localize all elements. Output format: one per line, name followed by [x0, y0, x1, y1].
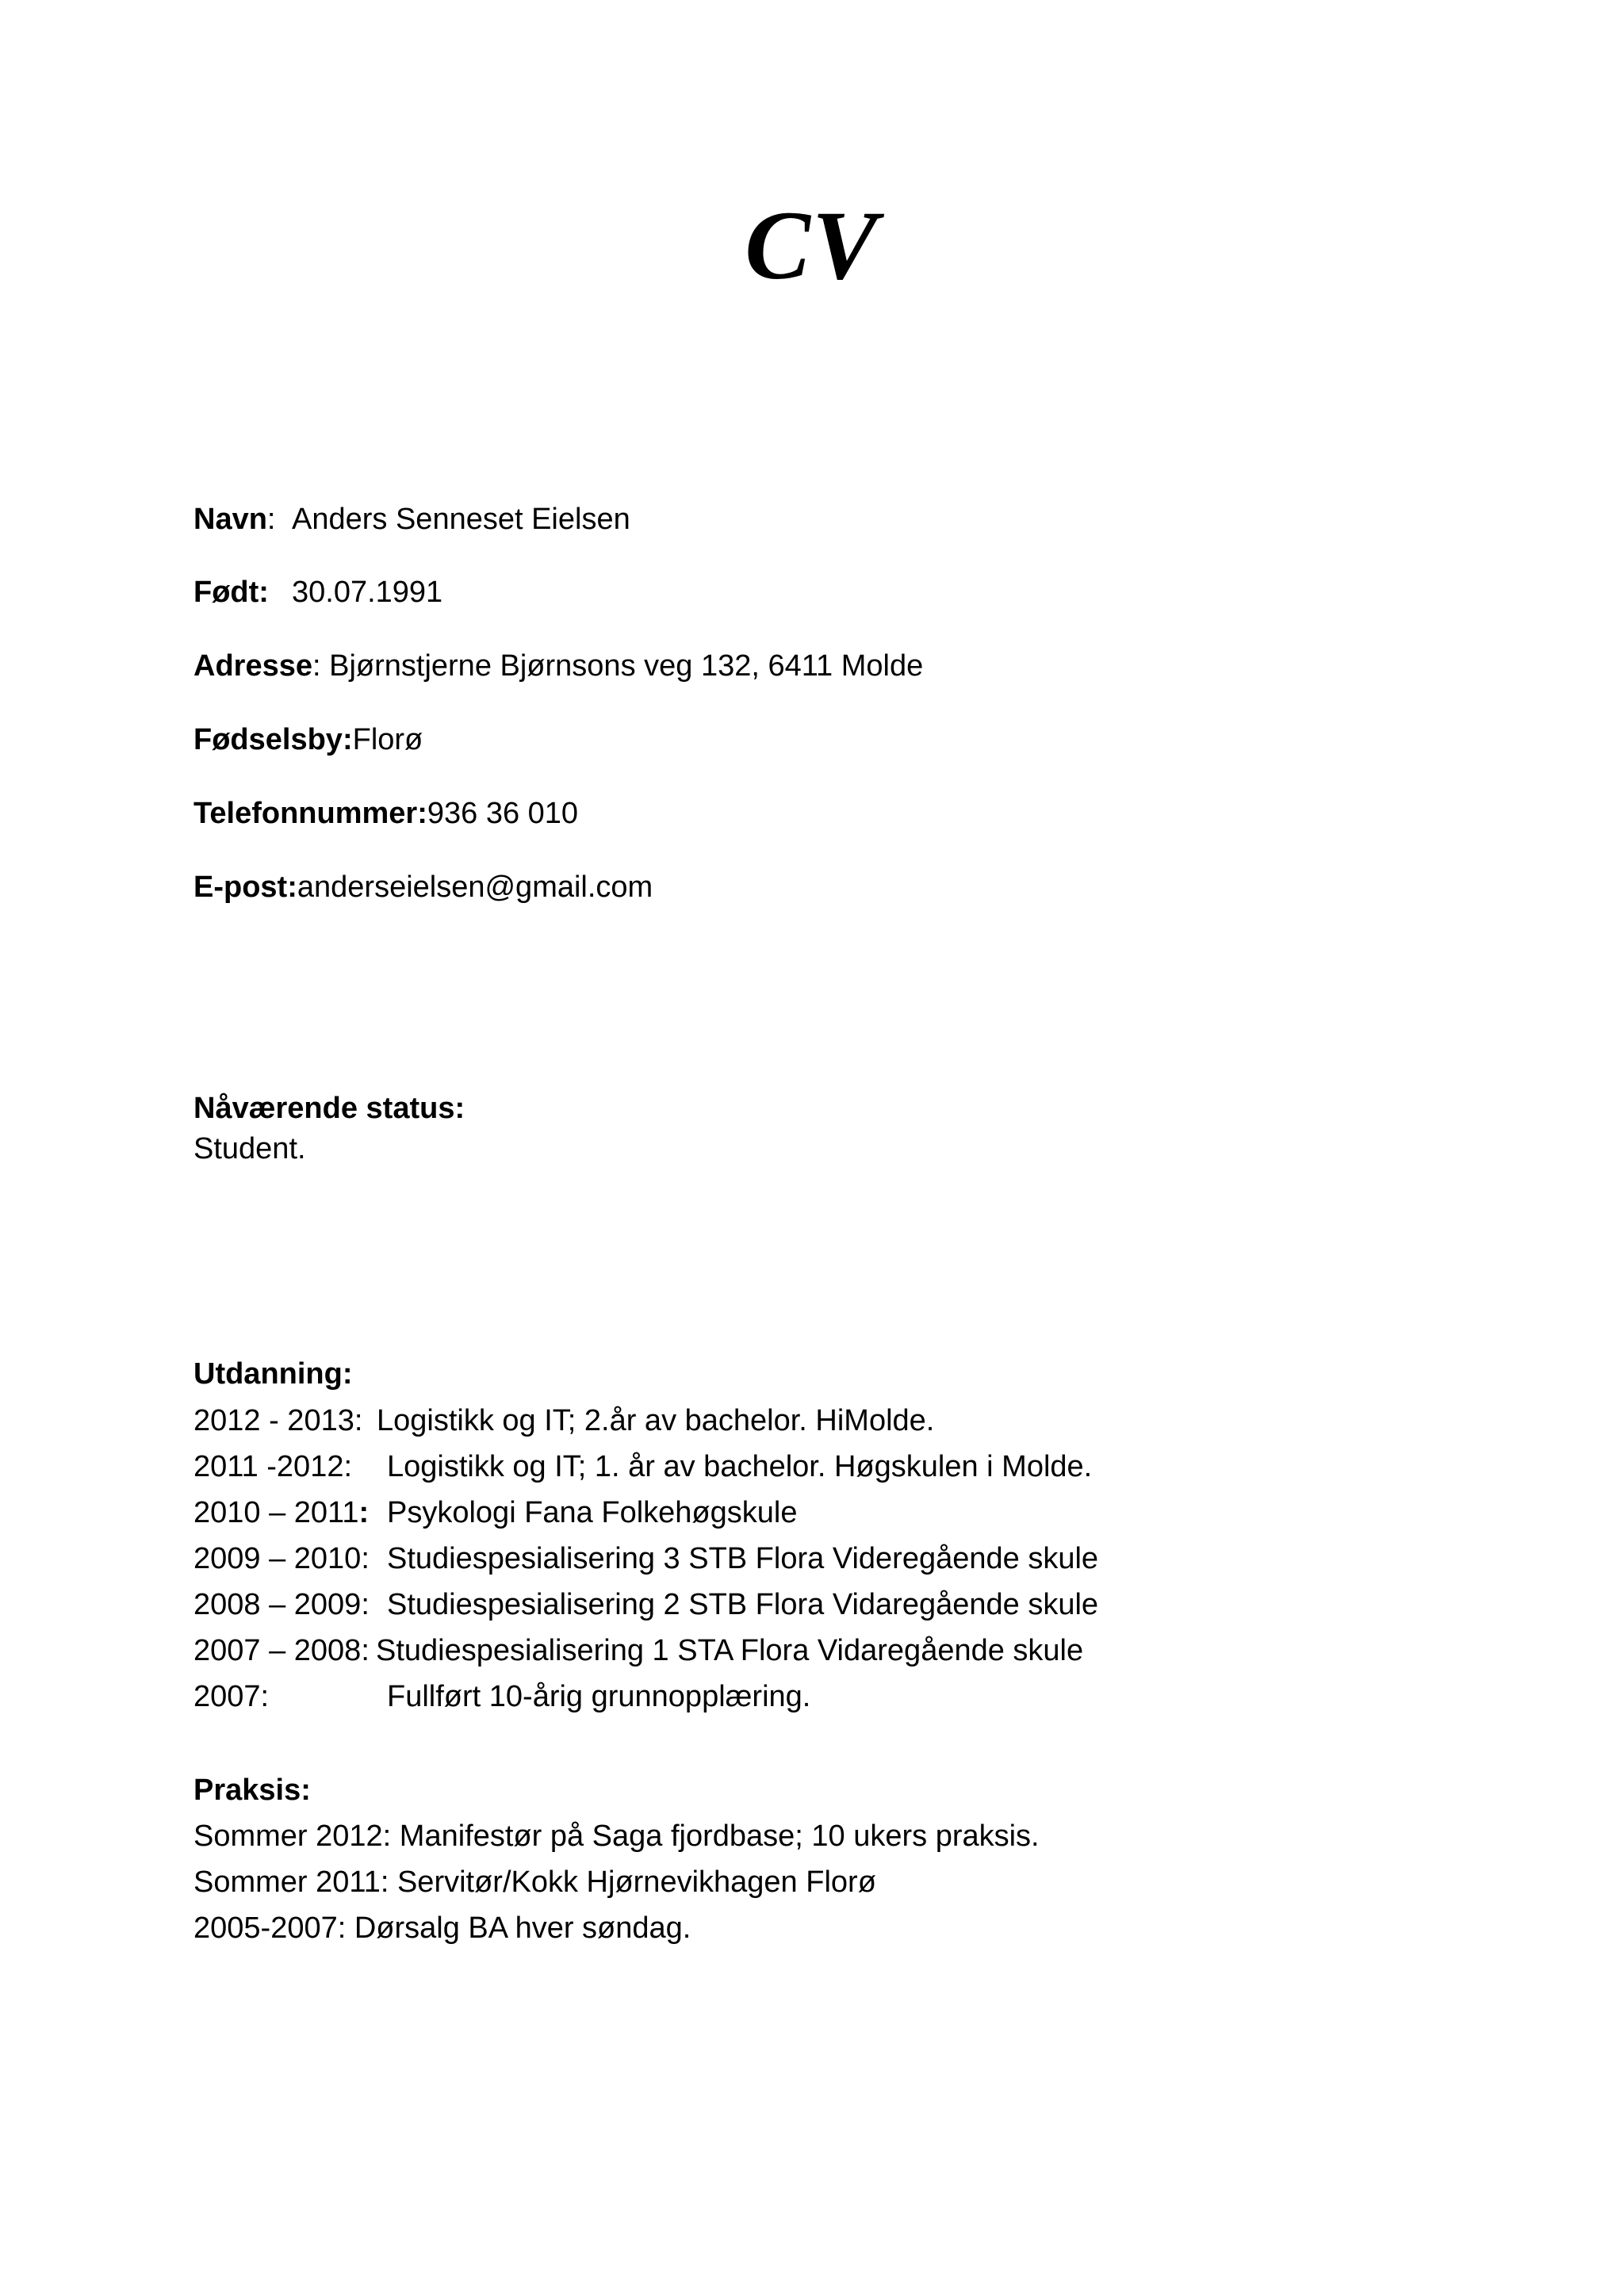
education-period: 2010 – 2011: [193, 1496, 359, 1529]
education-text: Fullført 10-årig grunnopplæring.: [387, 1680, 811, 1713]
education-period-row: [193, 1493, 369, 1533]
education-period: 2011 -2012:: [193, 1450, 353, 1483]
education-text: Logistikk og IT; 2.år av bachelor. HiMolde.: [377, 1404, 935, 1437]
birthplace-label: Fødselsby:: [193, 723, 353, 756]
email-value: anderseielsen@gmail.com: [297, 871, 653, 904]
address-separator: :: [312, 649, 330, 683]
name-row: [193, 499, 275, 539]
education-text: Studiespesialisering 3 STB Flora Videregående skule: [387, 1542, 1099, 1575]
address-label: Adresse: [193, 649, 312, 683]
phone-row: [193, 794, 578, 833]
name-separator: :: [266, 503, 276, 536]
education-text: Logistikk og IT; 1. år av bachelor. Høgskulen i Molde.: [387, 1450, 1093, 1483]
born-label: Født:: [193, 576, 269, 609]
education-period: 2012 - 2013:: [193, 1404, 363, 1437]
email-row: [193, 867, 653, 907]
address-row: [193, 646, 923, 686]
education-period: 2007:: [193, 1680, 270, 1713]
phone-value: 936 36 010: [427, 797, 579, 830]
education-text: Studiespesialisering 1 STA Flora Vidaregående skule: [376, 1634, 1084, 1667]
name-value: Anders Senneset Eielsen: [292, 503, 630, 536]
education-heading: Utdanning:: [193, 1357, 353, 1391]
born-row: [193, 572, 269, 612]
practice-heading: Praksis:: [193, 1774, 311, 1807]
name-label: Navn: [193, 503, 267, 536]
education-text: Psykologi Fana Folkehøgskule: [387, 1496, 798, 1529]
practice-item: Sommer 2012: Manifestør på Saga fjordbase; 10 ukers praksis.: [193, 1820, 1040, 1853]
practice-item: 2005-2007: Dørsalg BA hver søndag.: [193, 1911, 691, 1945]
address-value: Bjørnstjerne Bjørnsons veg 132, 6411 Molde: [329, 649, 924, 683]
birthplace-value: Florø: [352, 723, 423, 756]
birthplace-row: [193, 720, 423, 760]
education-period: 2007 – 2008:: [193, 1634, 370, 1667]
status-value: Student.: [193, 1132, 306, 1165]
education-period-colon: :: [358, 1496, 370, 1529]
status-heading: Nåværende status:: [193, 1092, 465, 1125]
education-text: Studiespesialisering 2 STB Flora Vidaregående skule: [387, 1588, 1099, 1621]
phone-label: Telefonnummer:: [193, 797, 427, 830]
practice-item: Sommer 2011: Servitør/Kokk Hjørnevikhagen Florø: [193, 1866, 876, 1899]
education-period: 2009 – 2010:: [193, 1542, 370, 1575]
page-title: CV: [745, 191, 879, 300]
education-period: 2008 – 2009:: [193, 1588, 370, 1621]
born-value: 30.07.1991: [292, 576, 443, 609]
email-label: E-post:: [193, 871, 297, 904]
